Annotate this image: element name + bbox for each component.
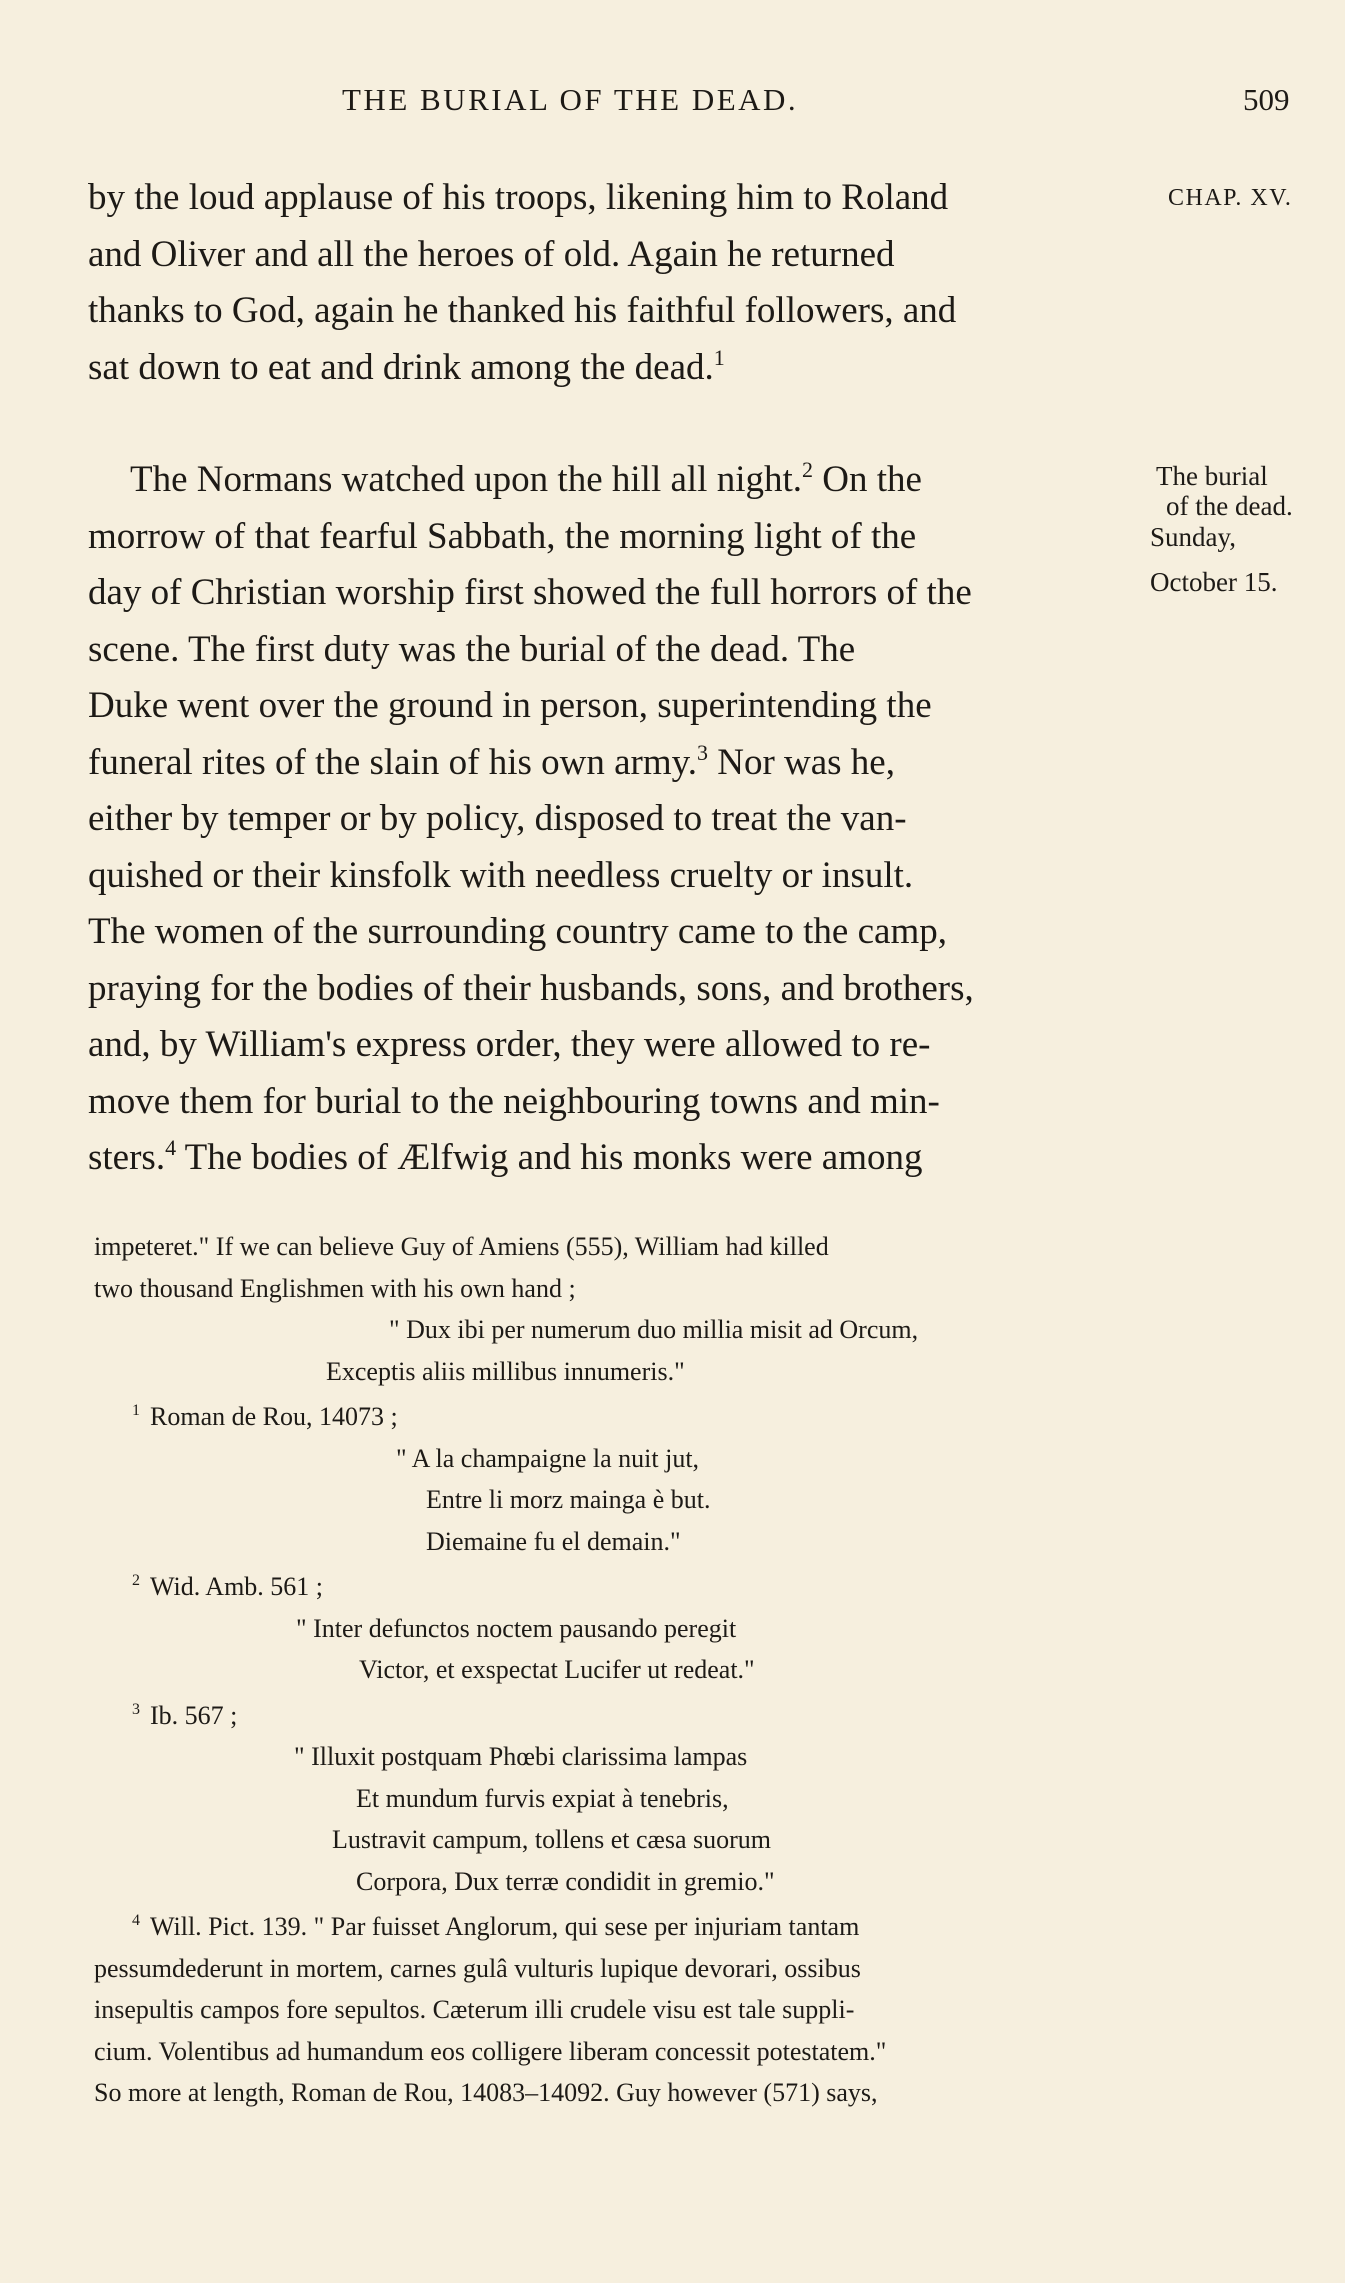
paragraph-2-line: and, by William's express order, they were allowed to re-: [88, 1024, 931, 1065]
footnote-verse: Lustravit campum, tollens et cæsa suorum: [332, 1825, 772, 1854]
footnote-verse: Diemaine fu el demain.": [426, 1526, 681, 1556]
footnote-text: Wid. Amb. 561 ;: [150, 1572, 324, 1601]
margin-note-line1: The burial: [1156, 461, 1268, 491]
text-line: funeral rites of the slain of his own army.: [88, 741, 697, 783]
running-head: [0, 82, 1345, 128]
footnote-1: [94, 1396, 1204, 1438]
footnote-number: 3: [132, 1700, 140, 1718]
footnote-text: Roman de Rou, 14073 ;: [150, 1402, 398, 1431]
paragraph-2-line: either by temper or by policy, disposed to treat the van-: [88, 798, 907, 839]
paragraph-1-line: [88, 227, 1154, 284]
text-line: The Normans watched upon the hill all night.: [130, 459, 803, 500]
footnote-4: [94, 1906, 1204, 1948]
paragraph-2-line: The women of the surrounding country came to the camp,: [88, 911, 947, 952]
footnote-3: [94, 1695, 1204, 1737]
footnotes: [94, 1226, 1204, 2114]
text-line: by the loud applause of his troops, likening him to Roland: [88, 177, 949, 218]
paragraph-2-line: move them for burial to the neighbouring towns and min-: [88, 1080, 940, 1122]
footnote-line: cium. Volentibus ad humandum eos colligere liberam concessit potestatem.": [94, 2036, 887, 2066]
text-line: On the: [813, 459, 922, 500]
paragraph-2-line: Duke went over the ground in person, superintending the: [88, 685, 932, 726]
footnote-ref[interactable]: 3: [696, 739, 708, 765]
footnote-verse: Et mundum furvis expiat à tenebris,: [356, 1783, 729, 1813]
footnote-line: impeteret." If we can believe Guy of Amiens (555), William had killed: [94, 1232, 829, 1261]
text-line: The bodies of Ælfwig and his monks were among: [176, 1137, 923, 1178]
text-line: sters.: [88, 1137, 166, 1178]
paragraph-2-line: morrow of that fearful Sabbath, the morning light of the: [88, 515, 917, 557]
margin-note-line2: of the dead.: [1166, 491, 1293, 521]
text-line: Nor was he,: [707, 741, 895, 783]
footnote-verse: Victor, et exspectat Lucifer ut redeat.": [359, 1655, 755, 1684]
footnote-ref[interactable]: 2: [802, 457, 814, 482]
margin-note-line3: Sunday,: [1150, 522, 1236, 552]
footnote-2: [94, 1566, 1204, 1608]
footnote-number: 2: [132, 1572, 140, 1589]
text-line: thanks to God, again he thanked his faithful followers, and: [88, 290, 957, 331]
footnote-verse: " Illuxit postquam Phœbi clarissima lampas: [294, 1742, 748, 1771]
margin-note-line4: October 15.: [1150, 567, 1278, 597]
footnote-text: Ib. 567 ;: [150, 1700, 238, 1730]
footnote-line: pessumdederunt in mortem, carnes gulâ vulturis lupique devorari, ossibus: [94, 1953, 861, 1983]
footnote-line: insepultis campos fore sepultos. Cæterum illi crudele visu est tale suppli-: [94, 1995, 855, 2024]
footnote-line: So more at length, Roman de Rou, 14083–14092. Guy however (571) says,: [94, 2078, 878, 2107]
footnote-verse: Entre li morz mainga è but.: [426, 1485, 711, 1514]
margin-chapter-label: CHAP. XV.: [1168, 185, 1293, 211]
paragraph-1-line: [88, 340, 1154, 397]
page-number: 509: [1243, 82, 1290, 117]
paragraph-2-line: day of Christian worship first showed the full horrors of the: [88, 572, 972, 613]
paragraph-2-line: [88, 452, 1154, 509]
footnote-text: Will. Pict. 139. " Par fuisset Anglorum, qui sese per injuriam tantam: [150, 1912, 860, 1941]
footnote-verse: " Inter defunctos noctem pausando peregit: [296, 1613, 737, 1643]
paragraph-1-line: [88, 283, 1154, 340]
paragraph-2-line: quished or their kinsfolk with needless cruelty or insult.: [88, 854, 914, 896]
footnote-verse: Corpora, Dux terræ condidit in gremio.": [356, 1866, 775, 1896]
running-title: THE BURIAL OF THE DEAD.: [342, 82, 799, 117]
footnote-number: 4: [132, 1912, 140, 1929]
paragraph-2-line: [88, 1130, 1154, 1187]
footnote-verse: Exceptis aliis millibus innumeris.": [326, 1356, 685, 1386]
paragraph-2-line: praying for the bodies of their husbands, sons, and brothers,: [88, 967, 974, 1009]
footnote-verse: " Dux ibi per numerum duo millia misit ad Orcum,: [389, 1315, 919, 1344]
paragraph-2-line: [88, 735, 1154, 792]
text-line: and Oliver and all the heroes of old. Again he returned: [88, 233, 895, 275]
paragraph-2: [88, 452, 1154, 1187]
footnote-ref[interactable]: 4: [165, 1135, 177, 1160]
footnote-line: two thousand Englishmen with his own hand ;: [94, 1273, 576, 1303]
footnote-ref[interactable]: 1: [713, 344, 725, 370]
paragraph-2-line: scene. The first duty was the burial of the dead. The: [88, 628, 856, 670]
paragraph-1-line: [88, 170, 1154, 227]
paragraph-1: [88, 170, 1154, 396]
footnote-number: 1: [132, 1402, 140, 1419]
text-line: sat down to eat and drink among the dead.: [88, 346, 714, 388]
footnote-verse: " A la champaigne la nuit jut,: [396, 1443, 700, 1473]
